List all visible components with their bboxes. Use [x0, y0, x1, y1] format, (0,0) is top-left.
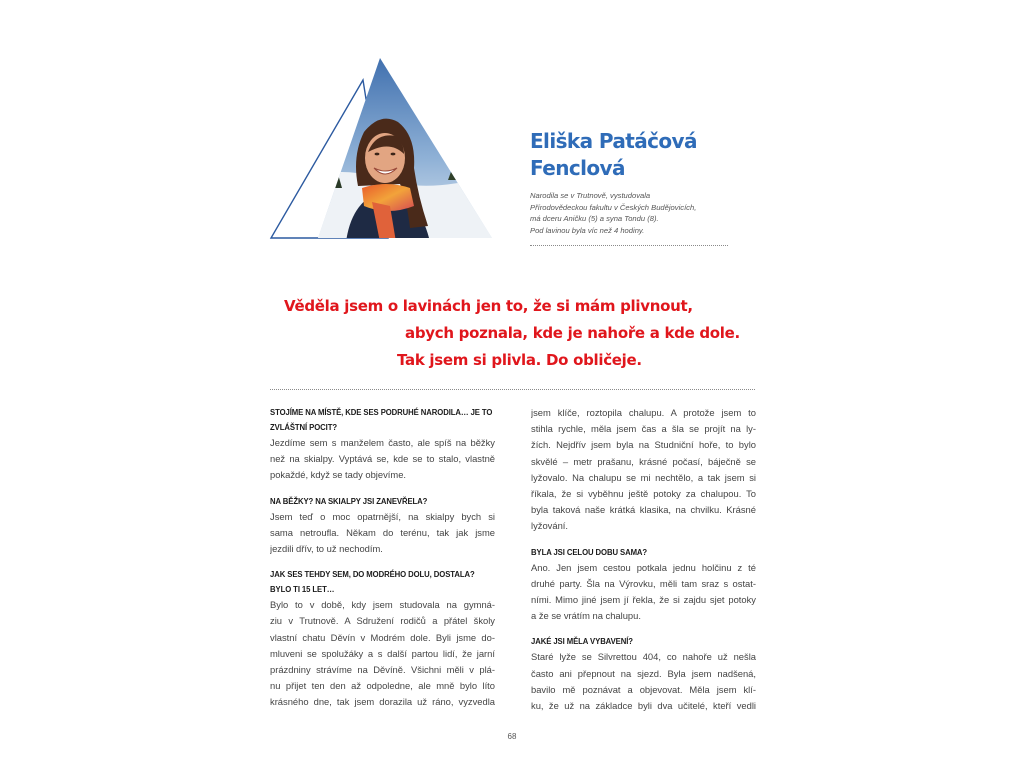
answer-line: ku, že už na základce byli dva učitelé, kteří vedli [531, 700, 756, 712]
answer-line: jezdili dřív, to už nechodím. [270, 543, 383, 555]
answer-line: bavilo mě poznávat a objevovat. Měla jsem klí- [531, 683, 756, 695]
answer-line: stihla rychle, měla jsem čas a šla se projít na ly- [531, 423, 756, 435]
bio-line: Pod lavinou byla víc než 4 hodiny. [530, 225, 645, 235]
answer-line: byla taková naše krátká klasika, na chvilku. Krásné [531, 504, 756, 516]
answer-line: Jsem teď o moc opatrnější, na skialpy bych si [270, 510, 495, 522]
profile-name-line: Eliška Patáčová [530, 129, 697, 153]
interview-question: JAK SES TEHDY SEM, DO MODRÉHO DOLU, DOSTALA? [270, 569, 475, 580]
profile-name-line: Fenclová [530, 156, 625, 180]
bio-line: má dceru Aničku (5) a syna Tondu (8). [530, 214, 659, 224]
quote-line: Věděla jsem o lavinách jen to, že si mám plivnout, [284, 297, 693, 315]
quote-line: Tak jsem si plivla. Do obličeje. [397, 351, 642, 369]
answer-line: ziu v Trutnově. A Sdružení rodičů a přátel školy [270, 615, 495, 627]
answer-line: Bylo to v době, kdy jsem studovala na gymná- [270, 599, 495, 611]
interview-question: JAKÉ JSI MĚLA VYBAVENÍ? [531, 636, 633, 647]
answer-line: lyžování. [531, 520, 568, 532]
answer-line: krásného dne, tak jsem dorazila už ráno, vyzvedla [270, 696, 495, 708]
answer-line: pokaždé, když se tady objevíme. [270, 469, 407, 481]
quote-line: abych poznala, kde je nahoře a kde dole. [405, 324, 740, 342]
bio-line: Přírodovědeckou fakultu v Českých Budějovicích, [530, 202, 697, 212]
answer-line: vlastní chatu Děvín v Modrém dole. Byli jsme do- [270, 631, 495, 643]
answer-line: často ani přepnout na sjezd. Byla jsem nadšená, [531, 667, 756, 679]
bio-line: Narodila se v Trutnově, vystudovala [530, 191, 651, 200]
answer-line: ními. Mimo jiné jsem jí řekla, že si zajdu sjet potoky [531, 594, 756, 606]
page-number: 68 [507, 732, 517, 741]
profile-bio [530, 190, 735, 236]
answer-line: říkala, že si vyběhnu ještě potoky za chalupou. To [531, 488, 756, 500]
answer-line: druhé party. Šla na Výrovku, měli tam sraz s ostat- [531, 577, 756, 589]
answer-line: sama netroufla. Někam do terénu, tak jak jsme [270, 526, 495, 538]
profile-divider [530, 245, 728, 246]
answer-line: Jezdíme sem s manželem často, ale spíš na běžky [270, 437, 495, 448]
quote-divider [270, 389, 755, 390]
answer-line: mluveni se spolužáky a s další partou lidí, že jarní [270, 647, 495, 659]
answer-line: prázdniny strávíme na Děvíně. Všichni měli v plá- [270, 664, 495, 676]
left-column [270, 405, 495, 711]
answer-line: žích. Nejdřív jsem byla na Studniční hoře, to bylo [531, 439, 756, 451]
answer-line: než na skialpy. Vyptává se, kde se to stalo, vlastně [270, 453, 495, 465]
portrait-photo [268, 56, 498, 242]
interview-question: BYLO TI 15 LET… [270, 584, 335, 595]
answer-line: nu přijet ten den až odpoledne, ale mně bylo líto [270, 680, 495, 692]
answer-line: skvělé – metr prašanu, krásné počasí, báječně se [531, 455, 756, 467]
interview-question: ZVLÁŠTNÍ POCIT? [270, 422, 337, 432]
interview-question: STOJÍME NA MÍSTĚ, KDE SES PODRUHÉ NARODILA… JE TO [270, 407, 493, 417]
interview-question: NA BĚŽKY? NA SKIALPY JSI ZANEVŘELA? [270, 495, 428, 506]
interview-question: BYLA JSI CELOU DOBU SAMA? [531, 546, 648, 557]
right-column [531, 405, 756, 714]
answer-line: Ano. Jen jsem cestou potkala jednu holčinu z té [531, 561, 756, 573]
answer-line: Staré lyže se Silvrettou 404, co nahoře už nešla [531, 651, 756, 663]
answer-line: lyžovalo. Na chalupu se mi nechtělo, a tak jsem si [531, 471, 756, 483]
answer-line: jsem klíče, roztopila chalupu. A protože jsem to [531, 407, 756, 418]
answer-line: a že se vrátím na chalupu. [531, 610, 641, 622]
profile-name [530, 128, 770, 182]
